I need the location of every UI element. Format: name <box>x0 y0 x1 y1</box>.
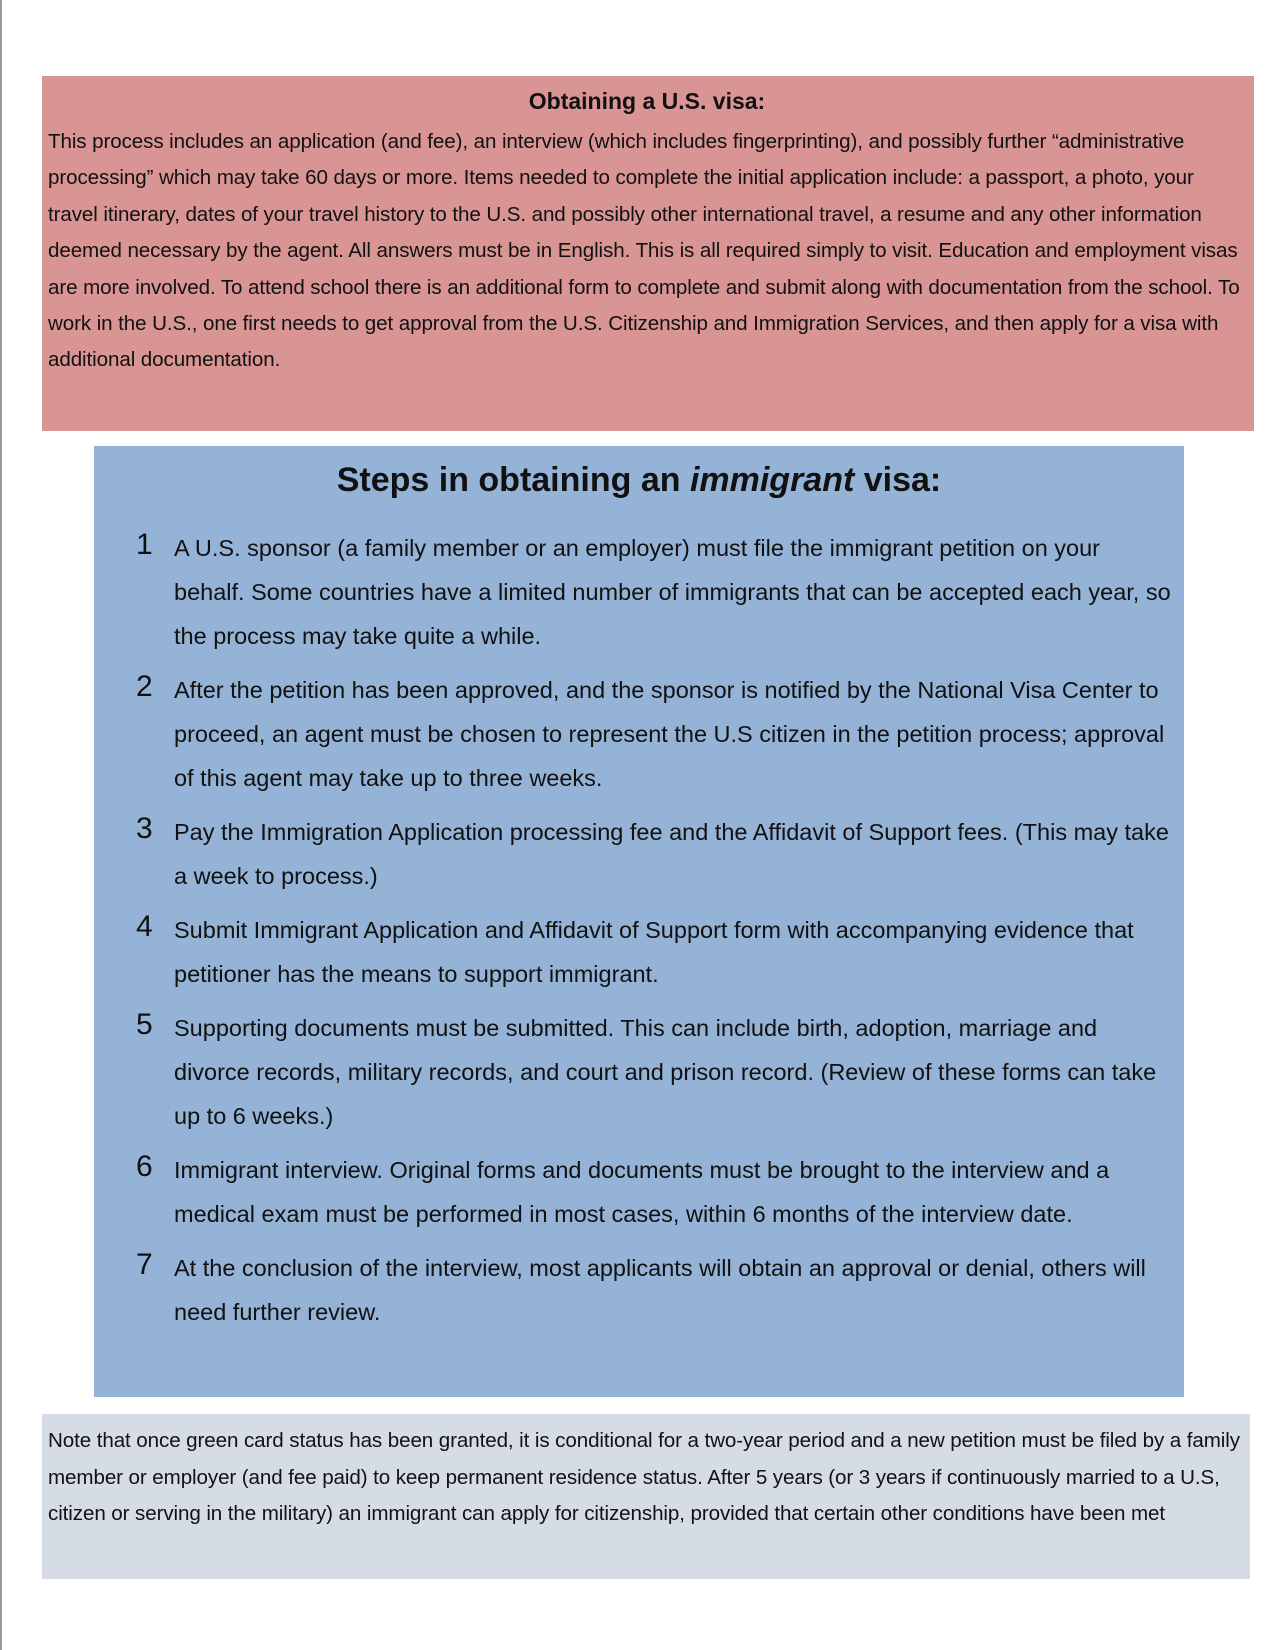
green-card-note-text: Note that once green card status has been granted, it is conditional for a two-year period and a new petition must be filed by a family member or employer (and fee paid) to keep permanent residence status. After 5 years (or 3 years if continuously married to a U.S, citizen or serving in the military) an immigrant can apply for citizenship, provided that certain other conditions have been met <box>48 1429 1240 1526</box>
step-number: 1 <box>136 528 153 561</box>
visa-info-box <box>42 76 1254 431</box>
steps-title-start: Steps in obtaining an <box>336 461 690 499</box>
step-number: 6 <box>136 1150 153 1183</box>
step-item <box>94 526 1184 658</box>
steps-title-emphasis: immigrant <box>689 461 855 499</box>
visa-info-body: This process includes an application (and fee), an interview (which includes fingerprinting), and possibly further “administrative processing” which may take 60 days or more. Items needed to complete the initial application include: a passport, a photo, your travel itinerary, dates of your travel history to the U.S. and possibly other international travel, a resume and any other information deemed necessary by the agent. All answers must be in English. This is all required simply to visit. Education and employment visas are more involved. To attend school there is an additional form to complete and submit along with documentation from the school. To work in the U.S., one first needs to get approval from the U.S. Citizenship and Immigration Services, and then apply for a visa with additional documentation. <box>48 130 1240 372</box>
step-text: Supporting documents must be submitted. This can include birth, adoption, marriage and divorce records, military records, and court and prison record. (Review of these forms can take up to 6 weeks.) <box>174 1015 1157 1129</box>
step-item <box>94 1148 1184 1236</box>
step-number: 3 <box>136 812 153 845</box>
step-item <box>94 1006 1184 1138</box>
step-text: Pay the Immigration Application processing fee and the Affidavit of Support fees. (This may take a week to process.) <box>174 819 1169 889</box>
visa-info-title: Obtaining a U.S. visa: <box>528 88 766 114</box>
step-item <box>94 810 1184 898</box>
step-item <box>94 1246 1184 1334</box>
immigrant-steps-title <box>94 456 1184 504</box>
step-number: 2 <box>136 670 153 703</box>
step-item <box>94 668 1184 800</box>
page-left-rule <box>0 0 2 1650</box>
step-text: After the petition has been approved, and the sponsor is notified by the National Visa Center to proceed, an agent must be chosen to represent the U.S citizen in the petition process; approval of this agent may take up to three weeks. <box>174 677 1165 791</box>
step-text: A U.S. sponsor (a family member or an employer) must file the immigrant petition on your behalf. Some countries have a limited number of immigrants that can be accepted each year, so the process may take quite a while. <box>174 535 1171 649</box>
step-number: 7 <box>136 1248 153 1281</box>
step-number: 4 <box>136 910 153 943</box>
steps-list <box>94 526 1184 1334</box>
green-card-note-box <box>42 1414 1250 1579</box>
step-item <box>94 908 1184 996</box>
steps-title-end: visa: <box>854 461 942 499</box>
step-text: Immigrant interview. Original forms and documents must be brought to the interview and a medical exam must be performed in most cases, within 6 months of the interview date. <box>174 1157 1110 1227</box>
immigrant-steps-box <box>94 446 1184 1397</box>
step-text: Submit Immigrant Application and Affidavit of Support form with accompanying evidence that petitioner has the means to support immigrant. <box>174 917 1134 987</box>
step-text: At the conclusion of the interview, most applicants will obtain an approval or denial, others will need further review. <box>174 1255 1146 1325</box>
step-number: 5 <box>136 1008 153 1041</box>
